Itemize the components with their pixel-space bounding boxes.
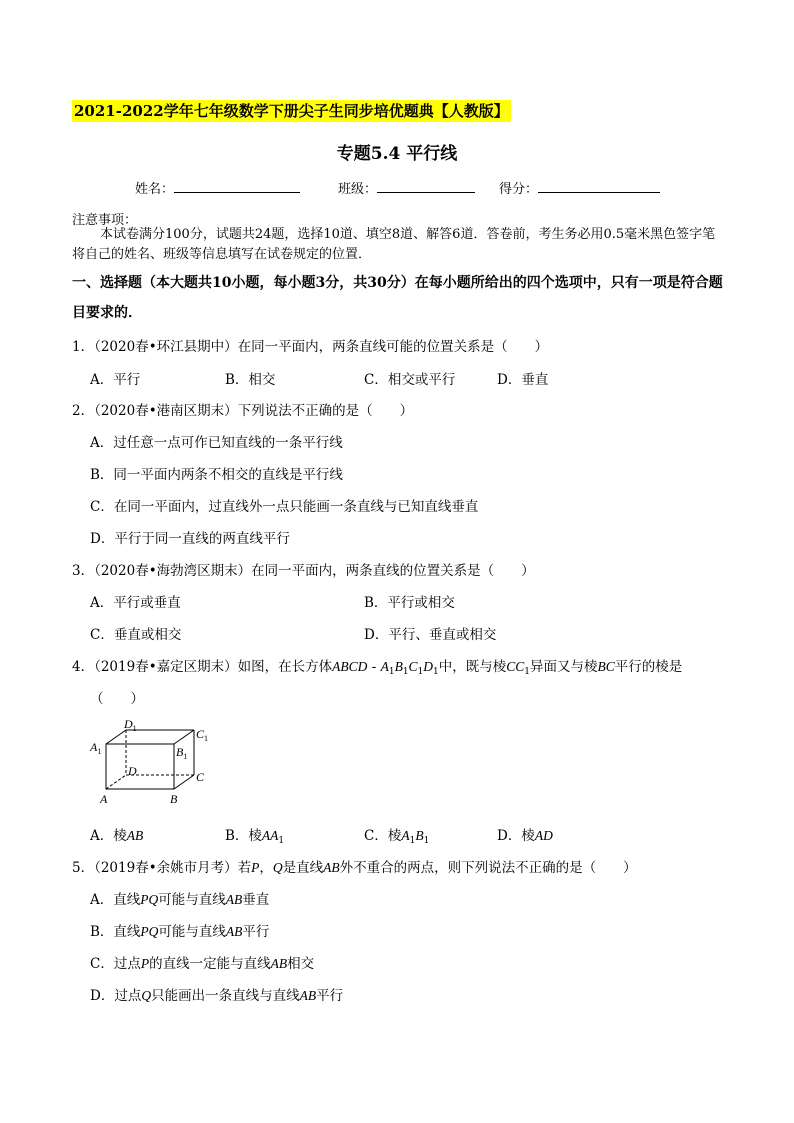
label-d1: $D_1$ — [124, 718, 137, 733]
edge-a1d1 — [106, 730, 126, 744]
q4-option-b[interactable]: B．棱$AA_1$ — [225, 828, 285, 846]
q3-option-c[interactable]: C．垂直或相交 — [90, 627, 182, 643]
name-blank[interactable] — [174, 180, 300, 193]
edge-ad-hidden — [106, 775, 126, 789]
question-4-stem: 4．（2019春•嘉定区期末）如图，在长方体ABCD - $A_1B_1C_1D_1$中，既与棱$CC_1$异面又与棱BC平行的棱是 — [72, 659, 683, 677]
question-1-stem: 1．（2020春•环江县期中）在同一平面内，两条直线可能的位置关系是（ ） — [72, 339, 549, 355]
name-label: 姓名： — [135, 182, 175, 197]
label-b: B — [170, 792, 178, 806]
q3-option-d[interactable]: D．平行、垂直或相交 — [364, 627, 497, 643]
q5-option-b[interactable]: B．直线PQ可能与直线AB平行 — [90, 924, 270, 940]
q4-option-a[interactable]: A．棱AB — [90, 828, 144, 844]
label-a: A — [100, 792, 108, 806]
q4-option-c[interactable]: C．棱$A_1B_1$ — [364, 828, 430, 846]
q2-option-b[interactable]: B．同一平面内两条不相交的直线是平行线 — [90, 467, 343, 483]
score-blank[interactable] — [538, 180, 660, 193]
score-field[interactable] — [499, 178, 660, 197]
label-a1: $A_1$ — [90, 740, 102, 756]
q5-option-d[interactable]: D．过点Q只能画出一条直线与直线AB平行 — [90, 988, 344, 1004]
class-blank[interactable] — [377, 180, 475, 193]
q2-option-a[interactable]: A．过任意一点可作已知直线的一条平行线 — [90, 435, 343, 451]
class-field[interactable] — [338, 178, 475, 197]
q4-option-d[interactable]: D．棱AD — [497, 828, 553, 844]
question-3-stem: 3．（2020春•海勃湾区期末）在同一平面内，两条直线的位置关系是（ ） — [72, 563, 535, 579]
q1-option-d[interactable]: D．垂直 — [497, 372, 549, 388]
q1-option-c[interactable]: C．相交或平行 — [364, 372, 456, 388]
edge-bc — [174, 775, 194, 789]
question-2-stem: 2．（2020春•港南区期末）下列说法不正确的是（ ） — [72, 403, 414, 419]
name-field[interactable] — [135, 178, 300, 197]
q5-option-c[interactable]: C．过点P的直线一定能与直线AB相交 — [90, 956, 315, 972]
q1-option-a[interactable]: A．平行 — [90, 372, 141, 388]
score-label: 得分： — [499, 182, 539, 197]
class-label: 班级： — [338, 182, 378, 197]
question-5-stem: 5．（2019春•余姚市月考）若P，Q是直线AB外不重合的两点，则下列说法不正确的是（ ） — [72, 860, 637, 876]
q3-option-b[interactable]: B．平行或相交 — [364, 595, 455, 611]
question-4-paren: （ ） — [90, 691, 144, 707]
edge-b1c1 — [174, 730, 194, 744]
label-c1: $C_1$ — [196, 727, 209, 743]
notice-text: 本试卷满分100分，试题共24题，选择10道、填空8道、解答6道．答卷前，考生务必用0.5毫米黑色签字笔将自己的姓名、班级等信息填写在试卷规定的位置． — [72, 227, 716, 262]
cuboid-figure — [86, 718, 216, 810]
series-banner: 2021-2022学年七年级数学下册尖子生同步培优题典【人教版】 — [74, 102, 509, 120]
section-heading: 一、选择题（本大题共10小题，每小题3分，共30分）在每小题所给出的四个选项中，只有一项是符合题目要求的． — [72, 275, 723, 321]
q1-option-b[interactable]: B．相交 — [225, 372, 276, 388]
q3-option-a[interactable]: A．平行或垂直 — [90, 595, 181, 611]
q2-option-d[interactable]: D．平行于同一直线的两直线平行 — [90, 531, 290, 547]
q5-option-a[interactable]: A．直线PQ可能与直线AB垂直 — [90, 892, 270, 908]
label-b1: $B_1$ — [176, 745, 188, 761]
label-d: D — [128, 764, 137, 778]
q2-option-c[interactable]: C．在同一平面内，过直线外一点只能画一条直线与已知直线垂直 — [90, 499, 479, 515]
notice-heading: 注意事项： — [72, 213, 138, 228]
page-title: 专题5.4 平行线 — [336, 144, 458, 164]
label-c: C — [196, 770, 205, 784]
